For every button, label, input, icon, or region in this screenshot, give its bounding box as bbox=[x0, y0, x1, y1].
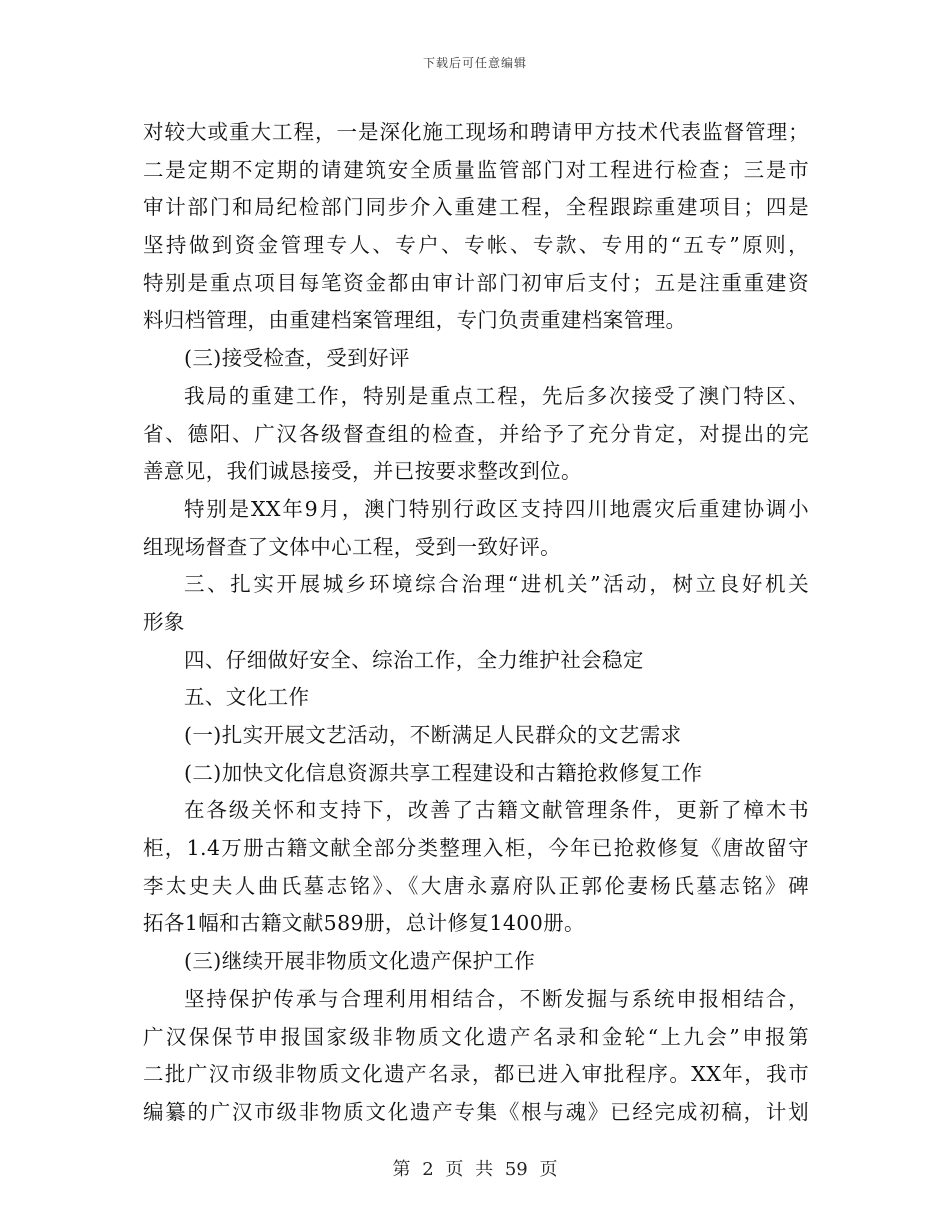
section-heading: (三)继续开展非物质文化遗产保护工作 bbox=[184, 949, 536, 974]
section-heading: 形象 bbox=[143, 609, 185, 634]
body-line: 我局的重建工作，特别是重点工程，先后多次接受了澳门特区、 bbox=[184, 383, 809, 408]
section-heading: (二)加快文化信息资源共享工程建设和古籍抢救修复工作 bbox=[184, 760, 703, 785]
body-line: 特别是重点项目每笔资金都由审计部门初审后支付；五是注重重建资 bbox=[143, 270, 809, 295]
body-line: 在各级关怀和支持下，改善了古籍文献管理条件，更新了樟木书 bbox=[184, 798, 809, 823]
body-line: 二是定期不定期的请建筑安全质量监管部门对工程进行检查；三是市 bbox=[143, 157, 809, 182]
body-line: 柜，1.4万册古籍文献全部分类整理入柜，今年已抢救修复《唐故留守 bbox=[143, 836, 809, 861]
body-line: 组现场督查了文体中心工程，受到一致好评。 bbox=[143, 534, 561, 559]
page-number: 第 2 页 共 59 页 bbox=[392, 1159, 558, 1180]
section-heading: 四、仔细做好安全、综治工作，全力维护社会稳定 bbox=[184, 647, 644, 672]
body-line: 坚持保护传承与合理利用相结合，不断发掘与系统申报相结合， bbox=[184, 986, 809, 1011]
section-heading: (三)接受检查，受到好评 bbox=[184, 346, 410, 371]
body-line: 善意见，我们诚恳接受，并已按要求整改到位。 bbox=[143, 459, 582, 484]
body-line: 拓各1幅和古籍文献589册，总计修复1400册。 bbox=[143, 911, 585, 936]
document-body bbox=[143, 114, 809, 1132]
section-heading: 三、扎实开展城乡环境综合治理“进机关”活动，树立良好机关 bbox=[184, 572, 809, 597]
body-line: 二批广汉市级非物质文化遗产名录，都已进入审批程序。XX年，我市 bbox=[143, 1062, 809, 1087]
body-line: 广汉保保节申报国家级非物质文化遗产名录和金轮“上九会”申报第 bbox=[143, 1024, 809, 1049]
section-heading: 五、文化工作 bbox=[184, 685, 310, 710]
page-header: 下载后可任意编辑 bbox=[422, 56, 527, 70]
body-line: 编纂的广汉市级非物质文化遗产专集《根与魂》已经完成初稿，计划 bbox=[143, 1099, 809, 1124]
body-line: 坚持做到资金管理专人、专户、专帐、专款、专用的“五专”原则， bbox=[143, 233, 809, 258]
body-line: 对较大或重大工程，一是深化施工现场和聘请甲方技术代表监督管理； bbox=[143, 120, 809, 144]
section-heading: (一)扎实开展文艺活动，不断满足人民群众的文艺需求 bbox=[184, 723, 682, 747]
body-line: 李太史夫人曲氏墓志铭》、《大唐永嘉府队正郭伦妻杨氏墓志铭》碑 bbox=[143, 873, 809, 898]
body-line: 审计部门和局纪检部门同步介入重建工程，全程跟踪重建项目；四是 bbox=[143, 195, 809, 220]
body-line: 料归档管理，由重建档案管理组，专门负责重建档案管理。 bbox=[143, 308, 687, 333]
body-line: 省、德阳、广汉各级督查组的检查，并给予了充分肯定，对提出的完 bbox=[143, 421, 809, 446]
body-line: 特别是XX年9月，澳门特别行政区支持四川地震灾后重建协调小 bbox=[184, 496, 809, 521]
